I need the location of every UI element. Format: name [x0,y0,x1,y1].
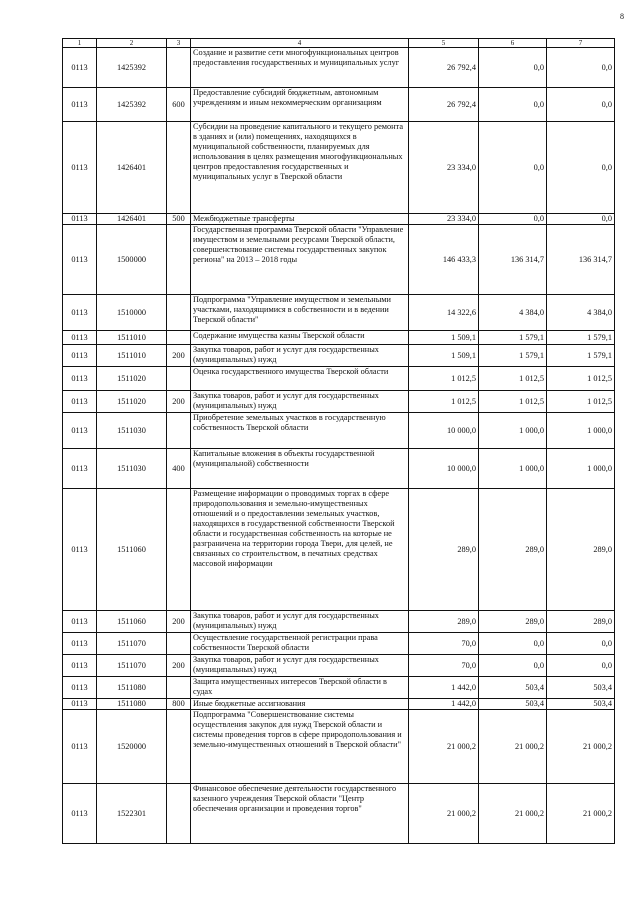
cell-c7: 21 000,2 [547,710,615,784]
cell-c1: 0113 [63,489,97,611]
cell-c7: 0,0 [547,633,615,655]
table-row [63,48,615,88]
cell-c6: 503,4 [479,677,547,699]
cell-c2: 1426401 [97,122,167,214]
header-cell-1: 1 [63,39,97,48]
cell-c4: Размещение информации о проводимых торгах в сфере природопользования и земельно-имущественных отношений и о предоставлении земельных участков, находящихся в государственной собственности Тверской области и государственная собственность на которые не разграничена на территории города Твери, для целей, не связанных со строительством, в печатных средствах массовой информации [191,489,409,611]
cell-c4: Государственная программа Тверской области "Управление имуществом и земельными ресурсами Тверской области, совершенствование системы государственных закупок региона" на 2013 – 2018 годы [191,225,409,295]
cell-c7: 289,0 [547,611,615,633]
cell-c2: 1426401 [97,214,167,225]
cell-c4: Осуществление государственной регистрации права собственности Тверской области [191,633,409,655]
cell-c4: Закупка товаров, работ и услуг для государственных (муниципальных) нужд [191,345,409,367]
cell-c1: 0113 [63,331,97,345]
cell-c4: Оценка государственного имущества Тверской области [191,367,409,391]
cell-c6: 1 000,0 [479,449,547,489]
cell-c6: 1 579,1 [479,331,547,345]
cell-c3 [167,225,191,295]
cell-c7: 289,0 [547,489,615,611]
header-cell-4: 4 [191,39,409,48]
cell-c4: Подпрограмма "Управление имуществом и земельными участками, находящимися в собственности и в ведении Тверской области" [191,295,409,331]
cell-c6: 0,0 [479,48,547,88]
cell-c3: 200 [167,611,191,633]
cell-c4: Закупка товаров, работ и услуг для государственных (муниципальных) нужд [191,611,409,633]
cell-c4: Предоставление субсидий бюджетным, автономным учреждениям и иным некоммерческим организациям [191,88,409,122]
cell-c1: 0113 [63,633,97,655]
cell-c4: Содержание имущества казны Тверской области [191,331,409,345]
cell-c2: 1520000 [97,710,167,784]
header-cell-5: 5 [409,39,479,48]
cell-c6: 0,0 [479,655,547,677]
cell-c1: 0113 [63,449,97,489]
table-row [63,391,615,413]
cell-c7: 1 012,5 [547,367,615,391]
cell-c3 [167,331,191,345]
cell-c3: 400 [167,449,191,489]
cell-c6: 289,0 [479,489,547,611]
cell-c3: 800 [167,699,191,710]
cell-c3 [167,48,191,88]
cell-c3 [167,295,191,331]
cell-c2: 1511080 [97,677,167,699]
table-row [63,699,615,710]
cell-c7: 0,0 [547,88,615,122]
cell-c5: 23 334,0 [409,122,479,214]
table-row [63,633,615,655]
cell-c1: 0113 [63,391,97,413]
cell-c1: 0113 [63,225,97,295]
cell-c4: Подпрограмма "Совершенствование системы осуществления закупок для нужд Тверской области и системы проведения торгов в сфере природопользования и земельно-имущественных отношений в Тверской области" [191,710,409,784]
cell-c2: 1511010 [97,331,167,345]
cell-c3: 200 [167,391,191,413]
cell-c2: 1511010 [97,345,167,367]
table-row [63,122,615,214]
cell-c7: 4 384,0 [547,295,615,331]
cell-c2: 1511020 [97,367,167,391]
cell-c4: Финансовое обеспечение деятельности государственного казенного учреждения Тверской области "Центр обеспечения организации и проведения торгов" [191,784,409,844]
cell-c7: 1 000,0 [547,413,615,449]
cell-c5: 70,0 [409,633,479,655]
cell-c1: 0113 [63,48,97,88]
cell-c1: 0113 [63,214,97,225]
cell-c5: 1 012,5 [409,391,479,413]
cell-c6: 0,0 [479,122,547,214]
cell-c1: 0113 [63,413,97,449]
cell-c6: 289,0 [479,611,547,633]
cell-c2: 1511070 [97,655,167,677]
cell-c3 [167,489,191,611]
cell-c7: 1 012,5 [547,391,615,413]
table-row [63,449,615,489]
cell-c5: 10 000,0 [409,413,479,449]
cell-c5: 1 442,0 [409,699,479,710]
cell-c4: Закупка товаров, работ и услуг для государственных (муниципальных) нужд [191,655,409,677]
cell-c2: 1425392 [97,88,167,122]
cell-c1: 0113 [63,122,97,214]
cell-c7: 503,4 [547,677,615,699]
cell-c1: 0113 [63,710,97,784]
cell-c2: 1425392 [97,48,167,88]
cell-c4: Приобретение земельных участков в государственную собственность Тверской области [191,413,409,449]
cell-c2: 1511030 [97,449,167,489]
page-number: 8 [620,12,624,21]
cell-c6: 4 384,0 [479,295,547,331]
cell-c5: 14 322,6 [409,295,479,331]
cell-c3 [167,413,191,449]
cell-c3 [167,784,191,844]
cell-c3: 500 [167,214,191,225]
table-row [63,295,615,331]
header-cell-3: 3 [167,39,191,48]
table-row [63,214,615,225]
cell-c7: 1 000,0 [547,449,615,489]
cell-c5: 146 433,3 [409,225,479,295]
cell-c2: 1511020 [97,391,167,413]
cell-c1: 0113 [63,611,97,633]
cell-c2: 1511080 [97,699,167,710]
cell-c7: 0,0 [547,655,615,677]
cell-c6: 21 000,2 [479,710,547,784]
cell-c4: Межбюджетные трансферты [191,214,409,225]
cell-c1: 0113 [63,784,97,844]
table-row [63,367,615,391]
cell-c7: 136 314,7 [547,225,615,295]
cell-c1: 0113 [63,655,97,677]
cell-c2: 1511070 [97,633,167,655]
table-row [63,225,615,295]
cell-c5: 1 442,0 [409,677,479,699]
header-cell-6: 6 [479,39,547,48]
cell-c7: 0,0 [547,122,615,214]
cell-c3 [167,367,191,391]
cell-c7: 0,0 [547,214,615,225]
cell-c5: 21 000,2 [409,710,479,784]
header-cell-7: 7 [547,39,615,48]
cell-c3 [167,677,191,699]
cell-c5: 1 509,1 [409,345,479,367]
cell-c5: 289,0 [409,489,479,611]
cell-c3: 600 [167,88,191,122]
table-row [63,611,615,633]
table-row [63,345,615,367]
cell-c1: 0113 [63,677,97,699]
cell-c7: 0,0 [547,48,615,88]
cell-c3 [167,122,191,214]
cell-c7: 1 579,1 [547,331,615,345]
cell-c5: 26 792,4 [409,88,479,122]
cell-c1: 0113 [63,699,97,710]
table-row [63,413,615,449]
cell-c6: 0,0 [479,633,547,655]
cell-c6: 1 000,0 [479,413,547,449]
cell-c3: 200 [167,345,191,367]
cell-c1: 0113 [63,345,97,367]
cell-c6: 136 314,7 [479,225,547,295]
cell-c2: 1510000 [97,295,167,331]
cell-c4: Иные бюджетные ассигнования [191,699,409,710]
table-row [63,655,615,677]
cell-c5: 1 012,5 [409,367,479,391]
header-cell-2: 2 [97,39,167,48]
table-row [63,88,615,122]
table-row [63,489,615,611]
cell-c5: 289,0 [409,611,479,633]
cell-c4: Создание и развитие сети многофункциональных центров предоставления государственных и муниципальных услуг [191,48,409,88]
cell-c4: Закупка товаров, работ и услуг для государственных (муниципальных) нужд [191,391,409,413]
cell-c6: 1 579,1 [479,345,547,367]
cell-c7: 1 579,1 [547,345,615,367]
budget-table [62,38,615,844]
cell-c5: 70,0 [409,655,479,677]
cell-c1: 0113 [63,295,97,331]
cell-c7: 503,4 [547,699,615,710]
cell-c6: 0,0 [479,214,547,225]
cell-c2: 1522301 [97,784,167,844]
cell-c6: 21 000,2 [479,784,547,844]
cell-c3: 200 [167,655,191,677]
cell-c4: Защита имущественных интересов Тверской области в судах [191,677,409,699]
cell-c7: 21 000,2 [547,784,615,844]
cell-c6: 1 012,5 [479,367,547,391]
cell-c5: 21 000,2 [409,784,479,844]
cell-c5: 26 792,4 [409,48,479,88]
header-row [63,39,615,48]
cell-c5: 10 000,0 [409,449,479,489]
cell-c5: 1 509,1 [409,331,479,345]
cell-c3 [167,633,191,655]
cell-c2: 1511060 [97,489,167,611]
cell-c2: 1500000 [97,225,167,295]
table-row [63,331,615,345]
table-row [63,710,615,784]
cell-c6: 503,4 [479,699,547,710]
cell-c5: 23 334,0 [409,214,479,225]
table-row [63,677,615,699]
cell-c1: 0113 [63,367,97,391]
cell-c2: 1511030 [97,413,167,449]
cell-c4: Субсидии на проведение капитального и текущего ремонта в зданиях и (или) помещениях, находящихся в муниципальной собственности, планируемых для использования в целях размещения многофункциональных центров предоставления государственных и муниципальных услуг в Тверской области [191,122,409,214]
cell-c1: 0113 [63,88,97,122]
cell-c4: Капитальные вложения в объекты государственной (муниципальной) собственности [191,449,409,489]
cell-c3 [167,710,191,784]
cell-c6: 1 012,5 [479,391,547,413]
table-row [63,784,615,844]
cell-c6: 0,0 [479,88,547,122]
cell-c2: 1511060 [97,611,167,633]
